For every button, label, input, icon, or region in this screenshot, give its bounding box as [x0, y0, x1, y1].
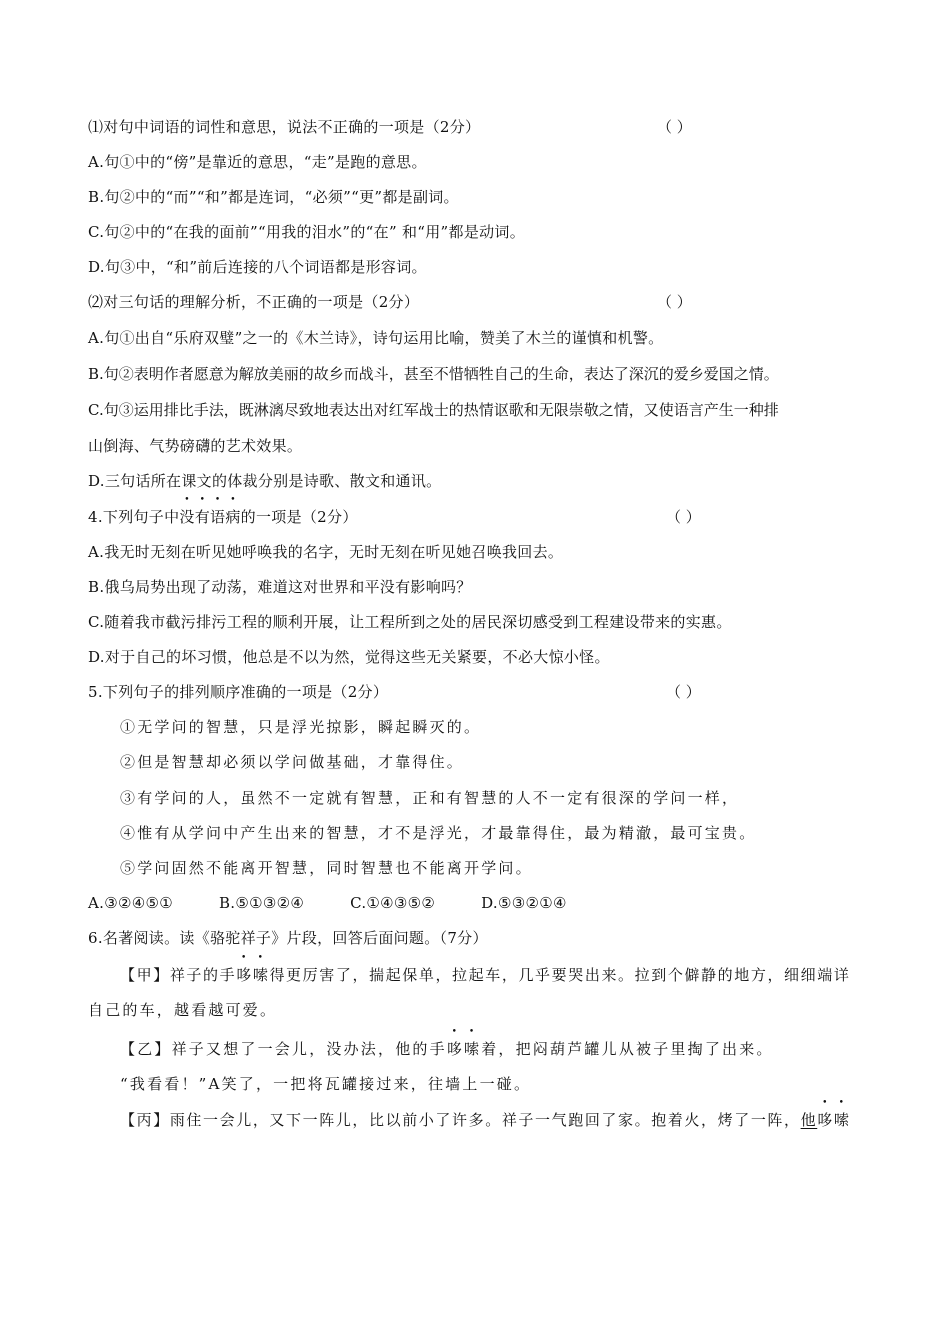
q6-yi-text: 祥子又想了一会儿，没办法，他的手	[171, 1040, 447, 1058]
q4-stem-prefix: 4.下列句子中	[88, 508, 180, 526]
q6-yi-line1	[120, 1039, 774, 1059]
q6-jia-text: 祥子的手	[169, 966, 237, 984]
q3-sub1-option-b: B.句②中的“而”“和”都是连词，“必须”“更”都是副词。	[88, 188, 459, 206]
q4-option-c: C.随着我市截污排污工程的顺利开展，让工程所到之处的居民深切感受到工程建设带来的实惠。	[88, 613, 732, 631]
q3-sub2-option-d: D.三句话所在课文的体裁分别是诗歌、散文和通讯。	[88, 472, 442, 490]
q3-sub2-stem: ⑵对三句话的理解分析，不正确的一项是（2分）	[88, 293, 420, 311]
q3-sub2-answer-bracket[interactable]: （ ）	[657, 293, 692, 311]
q3-sub1-answer-bracket[interactable]: （ ）	[657, 118, 692, 136]
q4-emphasis-char: 病	[225, 508, 241, 526]
q4-emphasis-char: 有	[194, 508, 211, 526]
q6-bing-tag: 【丙】	[120, 1111, 170, 1129]
q6-jia-line2: 自己的车，越看越可爱。	[88, 1001, 278, 1019]
q6-jia-text: 得更厉害了，揣起保单，拉起车，几乎要哭出来。拉到个僻静的地方，细细端详	[269, 966, 851, 984]
q4-emphasis-char: 没	[179, 508, 195, 526]
q6-emphasis-char: 嗦	[252, 966, 270, 984]
q6-yi-text: 着，把闷葫芦罐儿从被子里掏了出来。	[481, 1040, 774, 1058]
q4-option-a: A.我无时无刻在听见她呼唤我的名字，无时无刻在听见她召唤我回去。	[88, 543, 564, 561]
q5-stem: 5.下列句子的排列顺序准确的一项是（2分）	[88, 683, 389, 701]
q5-answer-bracket[interactable]: （ ）	[666, 683, 701, 701]
q6-jia-line1	[120, 965, 850, 985]
q4-option-d: D.对于自己的坏习惯，他总是不以为然，觉得这些无关紧要，不必大惊小怪。	[88, 648, 610, 666]
q4-option-b: B.俄乌局势出现了动荡，难道这对世界和平没有影响吗？	[88, 578, 472, 596]
q5-option-b: B.⑤①③②④	[218, 894, 305, 912]
q5-option-c: C.①④③⑤②	[350, 894, 436, 912]
q5-sentence-2: ②但是智慧却必须以学问做基础，才靠得住。	[120, 753, 465, 771]
q3-sub1-option-a: A.句①中的“傍”是靠近的意思，“走”是跑的意思。	[88, 153, 427, 171]
q3-sub2-option-b: B.句②表明作者愿意为解放美丽的故乡而战斗，甚至不惜牺牲自己的生命，表达了深沉的爱乡爱国之情。	[88, 365, 779, 383]
q6-yi-tag: 【乙】	[120, 1040, 172, 1058]
q3-sub1-option-c: C.句②中的“在我的面前”“用我的泪水”的“在” 和“用”都是动词。	[88, 223, 526, 241]
q6-yi-line2: “我看看！”A笑了，一把将瓦罐接过来，往墙上一碰。	[120, 1075, 532, 1093]
q4-emphasis-char: 语	[210, 508, 226, 526]
q3-sub2-option-a: A.句①出自“乐府双璧”之一的《木兰诗》，诗句运用比喻，赞美了木兰的谨慎和机警。	[88, 329, 664, 347]
q3-sub2-option-c-line1: C.句③运用排比手法，既淋漓尽致地表达出对红军战士的热情讴歌和无限崇敬之情，又使语言产生一种排	[88, 401, 779, 419]
q6-bing-text: 雨住一会儿，又下一阵儿，比以前小了许多。祥子一气跑回了家。抱着火，烤了一阵，	[169, 1111, 801, 1129]
q4-stem	[88, 507, 358, 527]
q4-answer-bracket[interactable]: （ ）	[666, 508, 701, 526]
q5-option-a: A.③②④⑤①	[88, 894, 173, 912]
q6-emphasis-char: 哆	[236, 966, 253, 984]
q5-options	[88, 893, 613, 913]
q5-sentence-5: ⑤学问固然不能离开智慧，同时智慧也不能离开学问。	[120, 859, 533, 877]
q6-bing-line1	[120, 1110, 850, 1130]
q3-sub1-option-d: D.句③中，“和”前后连接的八个词语都是形容词。	[88, 258, 427, 276]
q6-bing-underlined	[801, 1111, 851, 1129]
q6-emphasis-char: 嗦	[464, 1040, 482, 1058]
q6-emphasis-char: 哆	[446, 1040, 465, 1058]
q6-bing-underlined-text: 他	[800, 1111, 818, 1129]
q3-sub2-option-c-line2: 山倒海、气势磅礴的艺术效果。	[88, 437, 303, 455]
q6-emphasis-char: 哆	[817, 1111, 834, 1129]
q5-option-d: D.⑤③②①④	[481, 894, 567, 912]
q5-sentence-1: ①无学问的智慧，只是浮光掠影，瞬起瞬灭的。	[120, 718, 482, 736]
q6-stem: 6.名著阅读。读《骆驼祥子》片段，回答后面问题。（7分）	[88, 929, 488, 947]
q6-jia-tag: 【甲】	[120, 966, 170, 984]
q4-stem-suffix: 的一项是（2分）	[240, 508, 358, 526]
q5-sentence-4: ④惟有从学问中产生出来的智慧，才不是浮光，才最靠得住，最为精澈，最可宝贵。	[120, 824, 757, 842]
q6-emphasis-char: 嗦	[833, 1111, 851, 1129]
q5-sentence-3: ③有学问的人，虽然不一定就有智慧，正和有智慧的人不一定有很深的学问一样，	[120, 789, 740, 807]
q3-sub1-stem: ⑴对句中词语的词性和意思，说法不正确的一项是（2分）	[88, 118, 481, 136]
